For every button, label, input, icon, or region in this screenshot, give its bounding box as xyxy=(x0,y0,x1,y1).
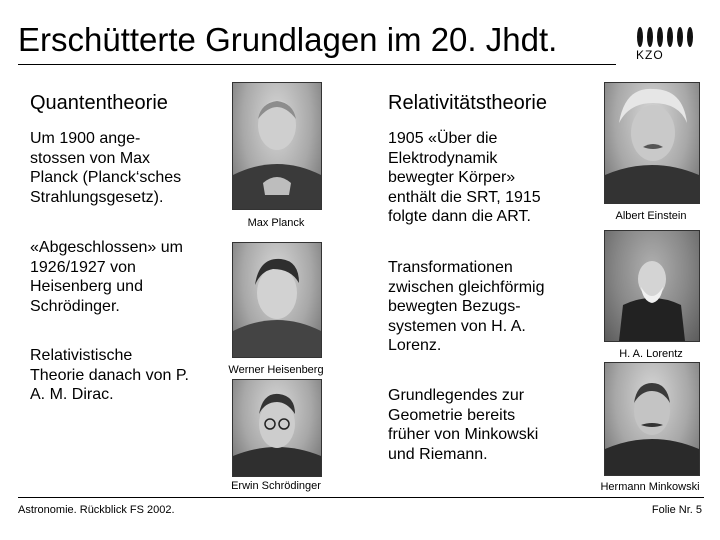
footer-course: Astronomie. Rückblick FS 2002. xyxy=(18,504,175,516)
portrait-icon xyxy=(233,83,321,209)
hermann-minkowski-photo xyxy=(604,362,700,476)
portrait-icon xyxy=(233,380,321,476)
max-planck-photo xyxy=(232,82,322,210)
portrait-icon xyxy=(605,83,699,203)
portrait-icon xyxy=(233,243,321,357)
relativitaetstheorie-text-2: Transformationen zwischen gleichförmig bewegten Bezugs- systemen von H. A. Lorenz. xyxy=(388,259,545,354)
relativitaetstheorie-text-1: 1905 «Über die Elektrodynamik bewegter Körper» enthält die SRT, 1915 folgte dann die ART. xyxy=(388,130,541,225)
portrait-icon xyxy=(605,363,699,475)
ha-lorentz-caption: H. A. Lorentz xyxy=(619,348,683,360)
quantentheorie-heading: Quantentheorie xyxy=(30,92,168,114)
ha-lorentz-photo xyxy=(604,230,700,342)
logo-text: KZO xyxy=(636,48,664,62)
footer-rule xyxy=(18,497,704,498)
quantentheorie-text-1: Um 1900 ange- stossen von Max Planck (Planck‘sches Strahlungsgesetz). xyxy=(30,130,182,206)
erwin-schroedinger-photo xyxy=(232,379,322,477)
albert-einstein-caption: Albert Einstein xyxy=(615,210,687,222)
hermann-minkowski-caption: Hermann Minkowski xyxy=(600,481,700,493)
relativitaetstheorie-heading: Relativitätstheorie xyxy=(388,92,547,114)
werner-heisenberg-caption: Werner Heisenberg xyxy=(228,364,324,376)
title-rule xyxy=(18,64,616,65)
max-planck-caption: Max Planck xyxy=(247,217,305,229)
kzo-logo xyxy=(630,26,702,68)
relativitaetstheorie-text-3: Grundlegendes zur Geometrie bereits früher von Minkowski und Riemann. xyxy=(388,387,539,463)
erwin-schroedinger-caption: Erwin Schrödinger xyxy=(231,480,321,492)
portrait-icon xyxy=(605,231,699,341)
slide-title: Erschütterte Grundlagen im 20. Jhdt. xyxy=(18,21,558,58)
albert-einstein-photo xyxy=(604,82,700,204)
werner-heisenberg-photo xyxy=(232,242,322,358)
logo-mark-icon xyxy=(630,26,702,48)
footer-slide-number: Folie Nr. 5 xyxy=(651,504,702,516)
quantentheorie-text-2: «Abgeschlossen» um 1926/1927 von Heisenberg und Schrödinger. xyxy=(30,239,183,315)
quantentheorie-text-3: Relativistische Theorie danach von P. A. M. Dirac. xyxy=(30,347,189,403)
